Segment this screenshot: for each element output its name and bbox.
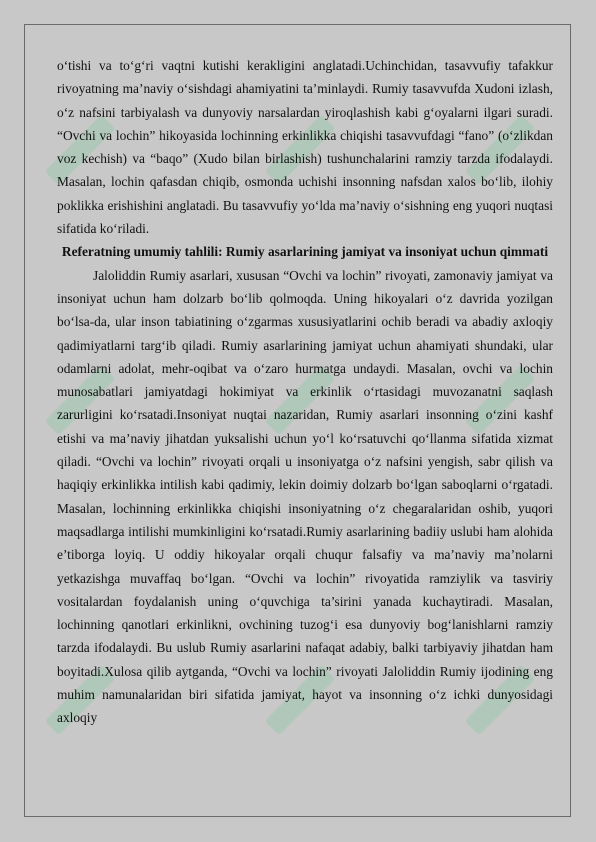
document-body — [57, 54, 553, 730]
section-heading: Referatning umumiy tahlili: Rumiy asarlarining jamiyat va insoniyat uchun qimmati — [61, 244, 549, 260]
paragraph-analysis: Jaloliddin Rumiy asarlari, xususan “Ovchi va lochin” rivoyati, zamonaviy jamiyat va insoniyat uchun ham dolzarb bo‘lib qolmoqda. Uning hikoyalari o‘z davrida yozilgan bo‘lsa-da, ular inson tabiatining o‘zgarmas xususiyatlarini ochib beradi va abadiy axloqiy qadimiyatlarni targ‘ib qiladi. Rumiy asarlarining jamiyat uchun ahamiyati shundaki, ular odamlarni adolat, mehr-oqibat va o‘zaro hurmatga undaydi. Masalan, ovchi va lochin munosabatlari jamiyatdagi hokimiyat va erkinlik o‘rtasidagi muvozanatni saqlash zarurligini ko‘rsatadi.Insoniyat nuqtai nazaridan, Rumiy asarlari insonning o‘zini kashf etishi va ma’naviy jihatdan yuksalishi uchun yo‘l ko‘rsatuvchi qo‘llanma sifatida xizmat qiladi. “Ovchi va lochin” rivoyati orqali u insoniyatga o‘z nafsini yengish, sabr qilish va haqiqiy erkinlikka intilish kabi qadimiy, lekin doimiy dolzarb bo‘lgan saboqlarni o‘rgatadi. Masalan, lochinning erkinlikka chiqishi insoniyatning o‘z chegaralaridan oshib, yuqori maqsadlarga intilishi mumkinligini ko‘rsatadi.Rumiy asarlarining badiiy uslubi ham alohida e’tiborga loyiq. U oddiy hikoyalar orqali chuqur falsafiy va ma’naviy ma’nolarni yetkazishga muvaffaq bo‘lgan. “Ovchi va lochin” rivoyatida ramziylik va tasviriy vositalardan foydalanish uning o‘quvchiga ta’sirini yanada kuchaytiradi. Masalan, lochinning qanotlari erkinlikni, ovchining tuzog‘i esa dunyoviy bog‘lanishlarni ramziy tarzda ifodalaydi. Bu uslub Rumiy asarlarini nafaqat adabiy, balki tarbiyaviy jihatdan ham boyitadi.Xulosa qilib aytganda, “Ovchi va lochin” rivoyati Jaloliddin Rumiy ijodining eng muhim namunalaridan biri sifatida jamiyat, hayot va insonning o‘z ichki dunyosidagi axloqiy — [57, 267, 553, 726]
paragraph-tasavvuf: o‘tishi va to‘g‘ri vaqtni kutishi kerakligini anglatadi.Uchinchidan, tasavvufiy tafakkur rivoyatning ma’naviy o‘sishdagi ahamiyatini ta’minlaydi. Rumiy tasavvufda Xudoni izlash, o‘z nafsini tarbiyalash va dunyoviy narsalardan yiroqlashish kabi g‘oyalarni ilgari suradi. “Ovchi va lochin” hikoyasida lochinning erkinlikka chiqishi tasavvufdagi “fano” (o‘zlikdan voz kechish) va “baqo” (Xudo bilan birlashish) tushunchalarini ramziy tarzda ifodalaydi. Masalan, lochin qafasdan chiqib, osmonda uchishi insonning nafsdan xalos bo‘lib, ilohiy poklikka erishishini anglatadi. Bu tasavvufiy yo‘lda ma’naviy o‘sishning eng yuqori nuqtasi sifatida ko‘riladi. — [57, 58, 553, 237]
